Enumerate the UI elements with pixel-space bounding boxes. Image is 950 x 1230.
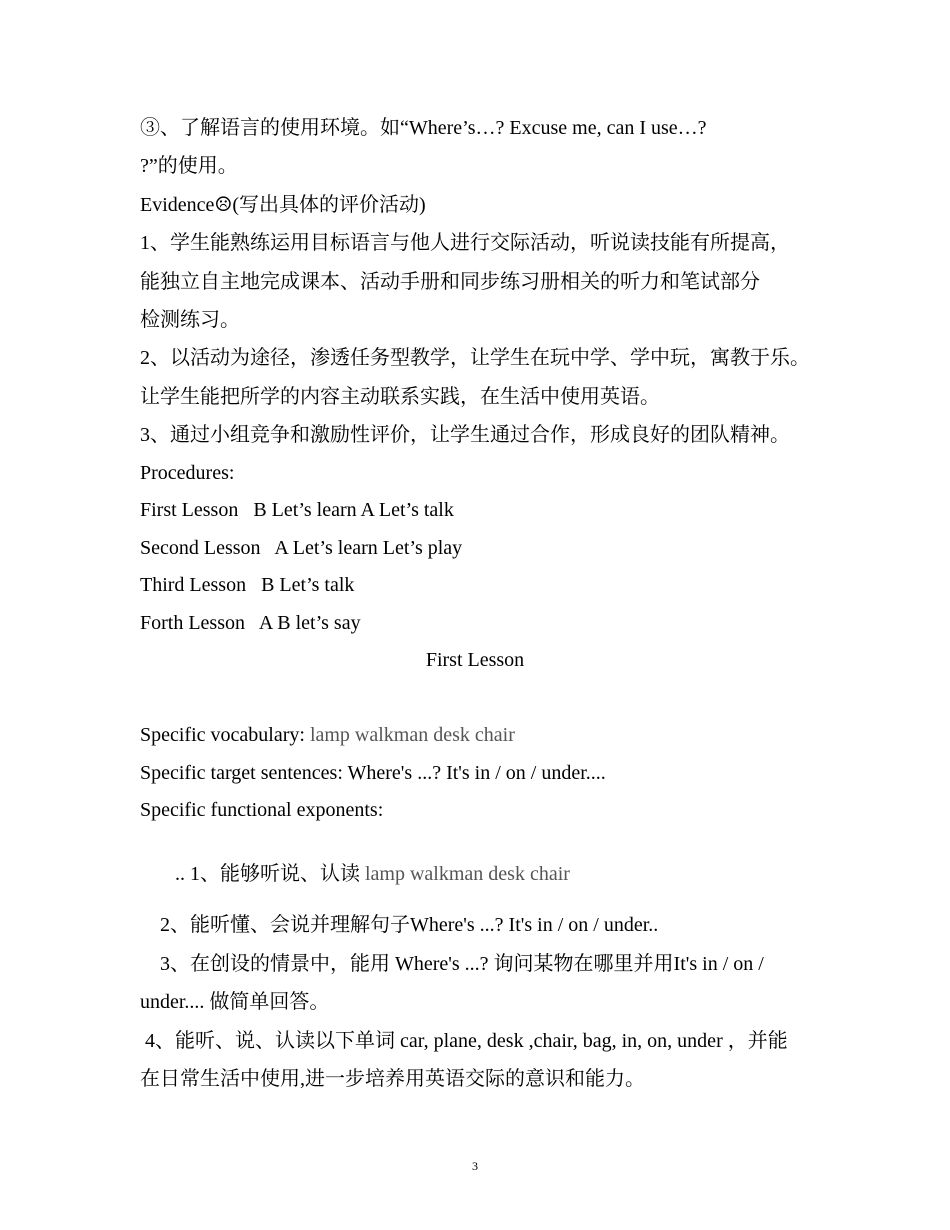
evidence-item-2-line-2: 让学生能把所学的内容主动联系实践，在生活中使用英语。 — [140, 386, 660, 408]
procedure-first-lesson: First Lesson B Let’s learn A Let’s talk — [140, 499, 454, 521]
page-number: 3 — [472, 1159, 478, 1173]
exponent-item-4-line-2: 在日常生活中使用,进一步培养用英语交际的意识和能力。 — [140, 1068, 645, 1090]
exponent-item-2: 2、能听懂、会说并理解句子Where's ...? It's in / on / under.. — [140, 914, 659, 936]
specific-vocabulary-line — [140, 722, 830, 748]
specific-functional-exponents: Specific functional exponents: — [140, 799, 384, 821]
exponent-item-4-line-1: 4、能听、说、认读以下单词 car, plane, desk ,chair, bag, in, on, under ，并能 — [140, 1030, 788, 1052]
evidence-heading: Evidence☹(写出具体的评价活动) — [140, 194, 426, 216]
section-title-first-lesson: First Lesson — [425, 649, 525, 671]
objective-3-continuation: ?”的使用。 — [140, 155, 238, 177]
evidence-item-1-line-2: 能独立自主地完成课本、活动手册和同步练习册相关的听力和笔试部分 — [140, 271, 760, 293]
evidence-item-2-line-1: 2、以活动为途径，渗透任务型教学，让学生在玩中学、学中玩，寓教于乐。 — [140, 347, 810, 369]
exponent-item-3-line-1: 3、在创设的情景中，能用 Where's ...? 询问某物在哪里并用It's in / on / — [140, 953, 764, 975]
exponent-item-1-text: .. 1、能够听说、认读 — [160, 863, 365, 885]
specific-vocabulary-label: Specific vocabulary: — [140, 724, 310, 746]
procedure-second-lesson: Second Lesson A Let’s learn Let’s play — [140, 537, 463, 559]
evidence-item-1-line-3: 检测练习。 — [140, 309, 240, 331]
evidence-item-1-line-1: 1、学生能熟练运用目标语言与他人进行交际活动，听说读技能有所提高， — [140, 232, 790, 254]
exponent-item-1-words: lamp walkman desk chair — [365, 863, 570, 885]
procedures-heading: Procedures: — [140, 462, 235, 484]
procedure-forth-lesson: Forth Lesson A B let’s say — [140, 612, 361, 634]
exponent-item-1 — [140, 835, 830, 913]
procedure-third-lesson: Third Lesson B Let’s talk — [140, 574, 355, 596]
specific-target-sentences: Specific target sentences: Where's ...? It's in / on / under.... — [140, 762, 606, 784]
evidence-item-3: 3、通过小组竞争和激励性评价，让学生通过合作，形成良好的团队精神。 — [140, 424, 790, 446]
objective-3-line: ③、了解语言的使用环境。如“Where’s…? Excuse me, can I use…? — [140, 117, 707, 139]
exponent-item-3-line-2: under.... 做简单回答。 — [140, 991, 330, 1013]
specific-vocabulary-words: lamp walkman desk chair — [309, 724, 515, 746]
